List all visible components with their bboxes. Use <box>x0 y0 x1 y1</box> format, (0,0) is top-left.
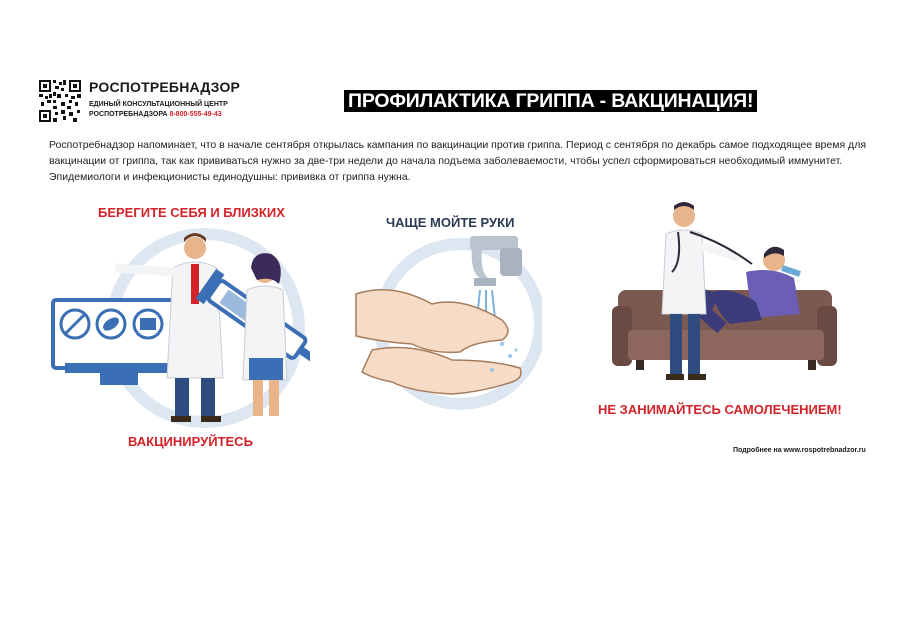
caption-wash-hands: ЧАЩЕ МОЙТЕ РУКИ <box>386 215 515 230</box>
org-subtitle-name: РОСПОТРЕБНАДЗОРА <box>89 111 168 118</box>
qr-code-icon <box>39 80 81 122</box>
org-name: РОСПОТРЕБНАДЗОР <box>89 79 241 95</box>
doctors-syringe-illustration <box>45 228 310 433</box>
hotline-phone: 8-800-555-49-43 <box>169 111 222 118</box>
page-title: ПРОФИЛАКТИКА ГРИППА - ВАКЦИНАЦИЯ! <box>344 90 757 112</box>
more-info-link[interactable]: Подробнее на www.rospotrebnadzor.ru <box>733 447 866 454</box>
doctor-patient-illustration <box>612 202 837 390</box>
caption-no-self-treatment: НЕ ЗАНИМАЙТЕСЬ САМОЛЕЧЕНИЕМ! <box>598 402 842 417</box>
org-subtitle-line2 <box>89 111 222 118</box>
hand-washing-illustration <box>352 232 542 416</box>
org-subtitle-line1: ЕДИНЫЙ КОНСУЛЬТАЦИОННЫЙ ЦЕНТР <box>89 101 228 108</box>
intro-paragraph: Роспотребнадзор напоминает, что в начале сентября открылась кампания по вакцинации против гриппа. Период с сентября по декабрь самое подходящее время для вакцинации от гриппа, так как прививаться нужно за две-три недели до начала подъема заболеваемости, чтобы успел сформироваться необходимый иммунитет. Эпидемиологи и инфекционисты единодушны: прививка от гриппа нужна. <box>49 139 867 183</box>
caption-protect-yourself: БЕРЕГИТЕ СЕБЯ И БЛИЗКИХ <box>98 205 285 220</box>
caption-vaccinate: ВАКЦИНИРУЙТЕСЬ <box>128 434 253 449</box>
